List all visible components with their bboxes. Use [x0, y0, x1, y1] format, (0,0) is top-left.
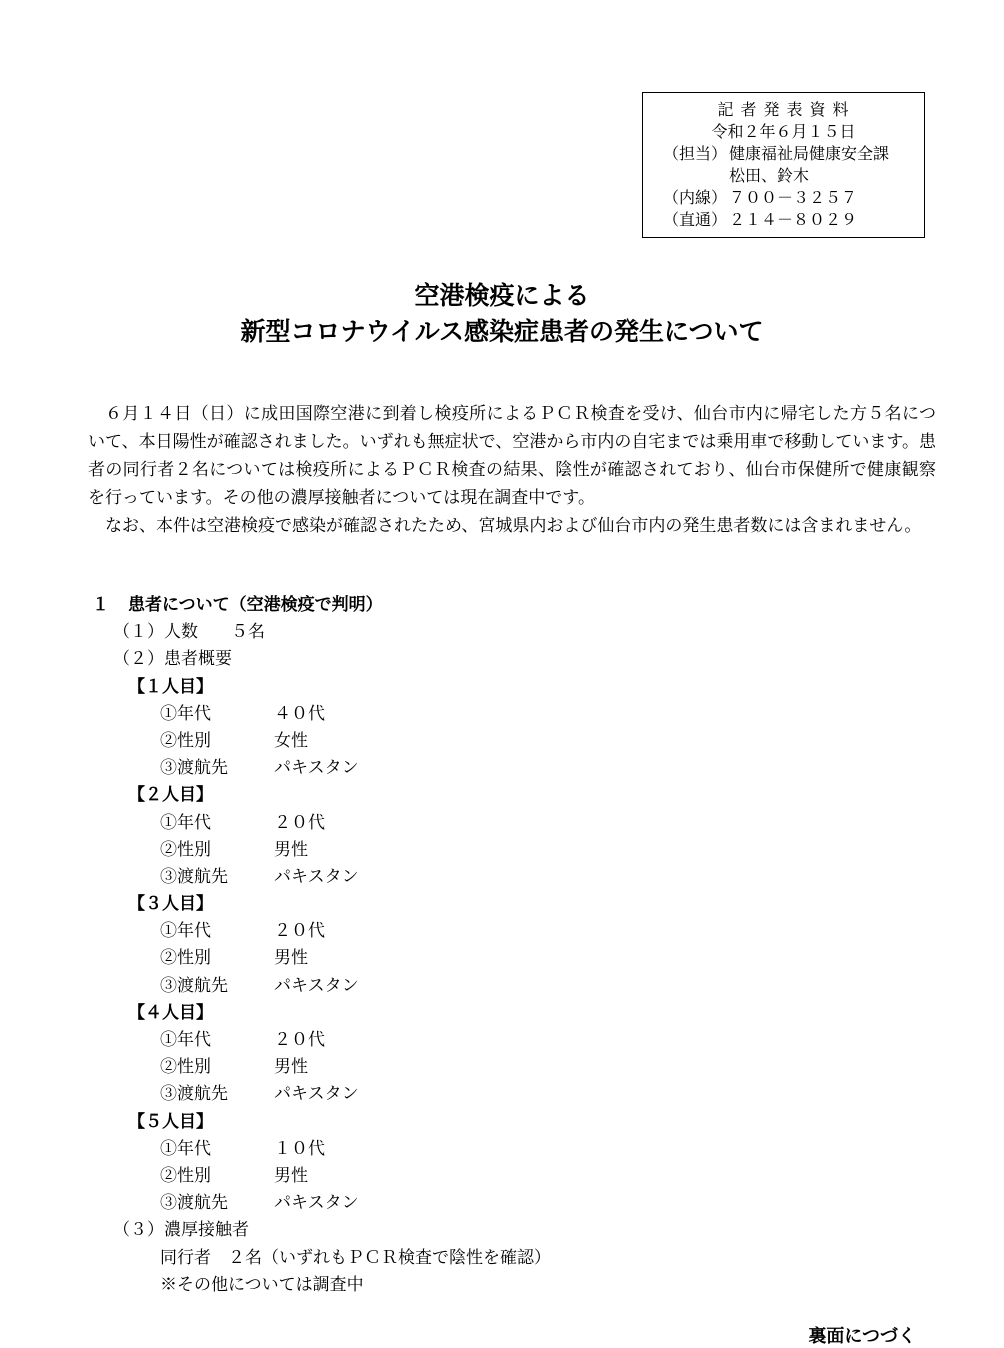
sex-label: ②性別: [160, 730, 211, 751]
body-paragraph-1: ６月１４日（日）に成田国際空港に到着し検疫所によるＰＣＲ検査を受け、仙台市内に帰宅した方５名について、本日陽性が確認されました。いずれも無症状で、空港から市内の自宅までは乗用車で移動しています。患者の同行者２名については検疫所によるＰＣＲ検査の結果、陰性が確認されており、仙台市保健所で健康観察を行っています。その他の濃厚接触者については現在調査中です。: [88, 404, 936, 508]
patient-1-age-row: [88, 701, 936, 728]
patient-4-sex-row: [88, 1054, 936, 1081]
patient-2-sex-row: [88, 837, 936, 864]
destination-label: ③渡航先: [160, 866, 228, 887]
close-contacts-label: （３）濃厚接触者: [113, 1220, 249, 1241]
patient-2-destination: パキスタン: [274, 866, 359, 887]
destination-label: ③渡航先: [160, 1084, 228, 1105]
patient-3-age-row: [88, 918, 936, 945]
press-release-info-box: [642, 92, 925, 238]
age-label: ①年代: [160, 812, 211, 833]
age-label: ①年代: [160, 703, 211, 724]
sex-label: ②性別: [160, 1165, 211, 1186]
patient-1-destination-row: [88, 755, 936, 782]
section-1-heading: [88, 592, 936, 619]
continued-on-back-note: 裏面につづく: [808, 1326, 916, 1347]
contact-row: [643, 143, 924, 165]
patient-overview-label: （２）患者概要: [113, 649, 232, 670]
section-number: １: [92, 595, 109, 615]
close-contacts-companions: 同行者 ２名（いずれもＰＣＲ検査で陰性を確認）: [160, 1247, 551, 1268]
patient-2-age: ２０代: [274, 812, 325, 833]
patient-1-label: 【１人目】: [128, 676, 213, 697]
patient-count-value: ５名: [231, 622, 265, 643]
body-paragraph-2: なお、本件は空港検疫で感染が確認されたため、宮城県内および仙台市内の発生患者数には含まれません。: [105, 516, 922, 536]
patient-3-sex-row: [88, 945, 936, 972]
contact-label: （担当）: [663, 144, 728, 163]
patient-3-age: ２０代: [274, 921, 325, 942]
age-label: ①年代: [160, 1030, 211, 1050]
destination-label: ③渡航先: [160, 975, 228, 996]
sex-label: ②性別: [160, 1057, 211, 1078]
patient-1-age: ４０代: [274, 703, 325, 724]
title-line-1: 空港検疫による: [414, 281, 590, 310]
close-contacts-note: ※その他については調査中: [160, 1274, 364, 1295]
patient-5-age-row: [88, 1136, 936, 1163]
sex-label: ②性別: [160, 948, 211, 969]
patient-4-age: ２０代: [274, 1030, 325, 1050]
direct-number: ２１４－８０２９: [729, 210, 858, 229]
patient-outline: [88, 592, 936, 1299]
patient-2-age-row: [88, 810, 936, 837]
patient-5-destination: パキスタン: [274, 1193, 359, 1214]
patient-4-destination-row: [88, 1081, 936, 1108]
sex-label: ②性別: [160, 839, 211, 860]
patient-1-destination: パキスタン: [274, 758, 359, 779]
direct-row: [643, 209, 924, 231]
patient-count-row: [88, 619, 936, 646]
staff-names: 松田、鈴木: [729, 166, 810, 185]
extension-number: ７００－３２５７: [729, 188, 858, 207]
patient-5-age: １０代: [274, 1138, 325, 1159]
department-name: 健康福祉局健康安全課: [729, 144, 890, 163]
age-label: ①年代: [160, 921, 211, 942]
patient-2-sex: 男性: [274, 839, 308, 860]
patient-3-label: 【３人目】: [128, 894, 213, 915]
patient-5-sex: 男性: [274, 1165, 308, 1186]
patient-3-destination-row: [88, 973, 936, 1000]
body-text: [88, 400, 936, 540]
destination-label: ③渡航先: [160, 758, 228, 779]
patient-2-label: 【２人目】: [128, 785, 213, 806]
patient-4-destination: パキスタン: [274, 1084, 359, 1105]
patient-5-destination-row: [88, 1190, 936, 1217]
patient-3-sex: 男性: [274, 948, 308, 969]
section-title: 患者について（空港検疫で判明）: [128, 595, 383, 615]
patient-1-sex-row: [88, 728, 936, 755]
release-date: 令和２年６月１５日: [711, 122, 856, 141]
document-title: [0, 278, 1004, 350]
patient-1-sex: 女性: [274, 730, 308, 751]
patient-count-label: （１）人数: [113, 622, 198, 643]
patient-2-destination-row: [88, 864, 936, 891]
patient-5-sex-row: [88, 1163, 936, 1190]
extension-row: [643, 187, 924, 209]
patient-4-label: 【４人目】: [128, 1002, 213, 1023]
destination-label: ③渡航先: [160, 1193, 228, 1214]
direct-label: （直通）: [663, 210, 728, 229]
patient-4-age-row: [88, 1027, 936, 1054]
age-label: ①年代: [160, 1138, 211, 1159]
patient-5-label: 【５人目】: [128, 1111, 213, 1132]
press-release-heading: 記者発表資料: [717, 100, 856, 119]
extension-label: （内線）: [663, 188, 728, 207]
patient-4-sex: 男性: [274, 1057, 308, 1078]
title-line-2: 新型コロナウイルス感染症患者の発生について: [240, 317, 764, 346]
patient-3-destination: パキスタン: [274, 975, 359, 996]
